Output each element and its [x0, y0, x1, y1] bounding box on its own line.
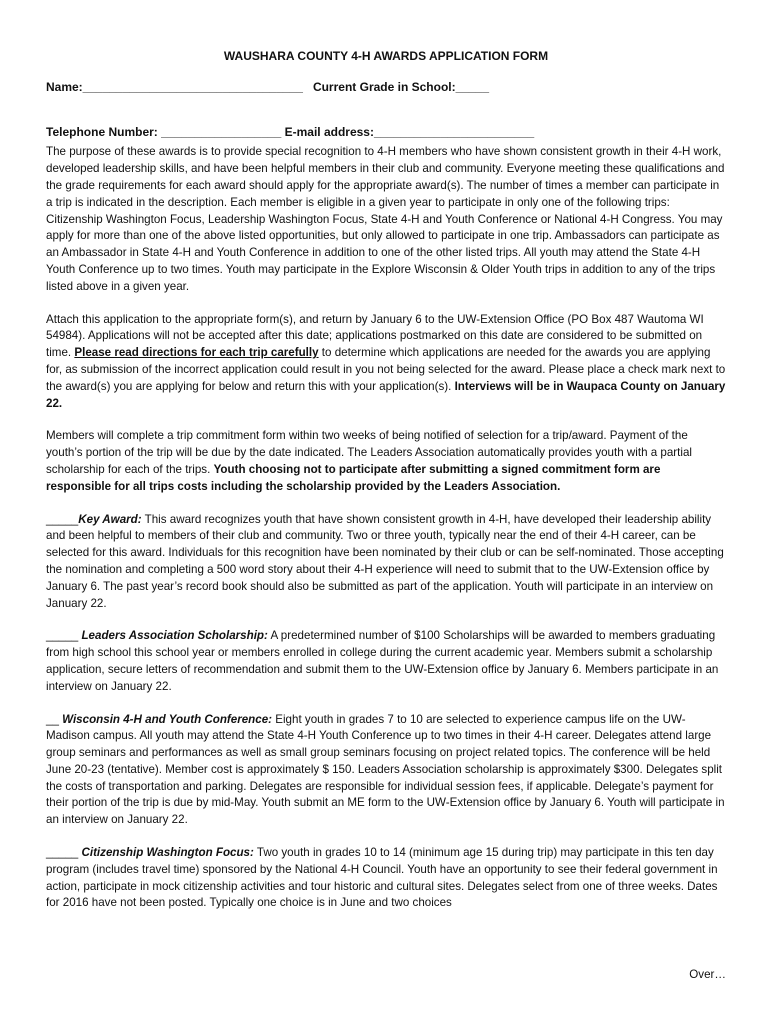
- commitment-warning: Youth choosing not to participate after submitting a signed commitment form are responsible for all trips costs including the scholarship provided by the Leaders Association.: [46, 462, 661, 493]
- award-checkbox[interactable]: _____: [46, 629, 82, 643]
- purpose-paragraph: The purpose of these awards is to provide special recognition to 4-H members who have shown consistent growth in their 4-H work, developed leadership skills, and have been helpful members in their club and community. Everyone meeting these qualifications and the grade requirements for each award should apply for the appropriate award(s). The number of times a member can participate in a trip is indicated in the description. Each member is eligible in a given year to participate in only one of the following trips: Citizenship Washington Focus, Leadership Washington Focus, State 4-H and Youth Conference or National 4-H Congress. You may apply for more than one of the above listed opportunities, but only allowed to participate in one trip. Ambassadors can participate as an Ambassador in State 4-H and Youth Conference in addition to one of the other listed trips. All youth may attend the State 4-H Youth Conference up to two times. Youth may participate in the Explore Wisconsin & Older Youth trips in addition to any of the trips listed above in a given year.: [46, 145, 725, 293]
- attach-paragraph: [46, 312, 726, 413]
- phone-field[interactable]: Telephone Number: __________________: [46, 124, 282, 139]
- award-checkbox[interactable]: _____: [46, 512, 79, 526]
- award-description: Two youth in grades 10 to 14 (minimum age 15 during trip) may participate in this ten day program (includes travel time) sponsored by the National 4-H Council. Youth have an opportunity to see their federal government in action, participate in mock citizenship activities and tour historic and cultural sites. Delegates select from one of three weeks. Dates for 2016 have not been posted. Typically one choice is in June and two choices: [46, 846, 718, 910]
- award-description: This award recognizes youth that have shown consistent growth in 4-H, have developed their leadership ability and been helpful to members of their club and community. Two or three youth, typically near the end of their 4-H career, can be selected for this award. Individuals for this recognition have been nominated by their club or can be self-nominated. Those accepting the nomination and completing a 500 word story about their 4-H experience will need to submit that to the UW-Extension office by January 6. The past year’s record book should also be submitted as part of the application. Youth will participate in an interview on January 22.: [46, 512, 724, 610]
- interview-note: Interviews will be in Waupaca County on January 22.: [46, 379, 726, 410]
- email-field[interactable]: E-mail address:________________________: [284, 124, 535, 139]
- form-title: WAUSHARA COUNTY 4-H AWARDS APPLICATION FORM: [223, 49, 549, 63]
- award-name: Wisconsin 4-H and Youth Conference:: [62, 712, 273, 726]
- award-citizenship-washington: [46, 845, 726, 912]
- award-leaders-scholarship: [46, 628, 726, 695]
- award-checkbox[interactable]: _____: [46, 846, 82, 860]
- name-grade-line: [46, 79, 726, 96]
- award-description: A predetermined number of $100 Scholarships will be awarded to members graduating from high school this school year or members enrolled in college during the current academic year. Members submit a scholarship application, secure letters of recommendation and submit them to the UW-Extension office by January 6. Members participate in an interview on January 22.: [46, 629, 719, 693]
- commitment-paragraph: [46, 428, 726, 495]
- name-field[interactable]: Name:_________________________________: [46, 79, 303, 94]
- attach-text: Attach this application to the appropriate form(s), and return by January 6 to the UW-Extension Office (PO Box 487 Wautoma WI 54984). Applications will not be accepted after this date; applications postmarked on this date are considered to be submitted on time.: [46, 312, 704, 360]
- award-name: Leaders Association Scholarship:: [81, 629, 268, 643]
- commitment-text: Members will complete a trip commitment form within two weeks of being notified of selection for a trip/award. Payment of the youth’s portion of the trip will be due by the date indicated. The Leaders Association automatically provides youth with a partial scholarship for each of the trips.: [46, 429, 692, 476]
- grade-field[interactable]: Current Grade in School:_____: [312, 79, 489, 94]
- award-name: Citizenship Washington Focus:: [81, 846, 254, 860]
- award-key: [46, 512, 726, 613]
- phone-email-line: [46, 124, 726, 141]
- form-page: [46, 48, 726, 928]
- over-indicator: Over…: [689, 968, 726, 981]
- attach-text-cont: to determine which applications are needed for the awards you are applying for, as submission of the incorrect application could result in you not being selected for the award. Please place a check mark next to the award(s) you are applying for below and return this with your application(s).: [46, 346, 726, 393]
- award-name: Key Award:: [78, 512, 142, 526]
- award-youth-conference: [46, 712, 726, 830]
- directions-emphasis: Please read directions for each trip carefully: [74, 346, 319, 360]
- award-checkbox[interactable]: __: [46, 712, 63, 726]
- award-description: Eight youth in grades 7 to 10 are selected to experience campus life on the UW-Madison campus. All youth may attend the State 4-H Youth Conference up to two times in their 4-H career. Delegates attend large group seminars and performances as well as small group seminars focusing on project related topics. The conference will be held June 20-23 (tentative). Member cost is approximately $ 150. Leaders Association scholarship is approximately $300. Delegates split the costs of transportation and parking. Delegates are responsible for individual session fees, if applicable. Delegate’s payment for their portion of the trip is due by mid-May. Youth submit an ME form to the UW-Extension office by January 6. Youth will participate in an interview on January 22.: [46, 712, 725, 827]
